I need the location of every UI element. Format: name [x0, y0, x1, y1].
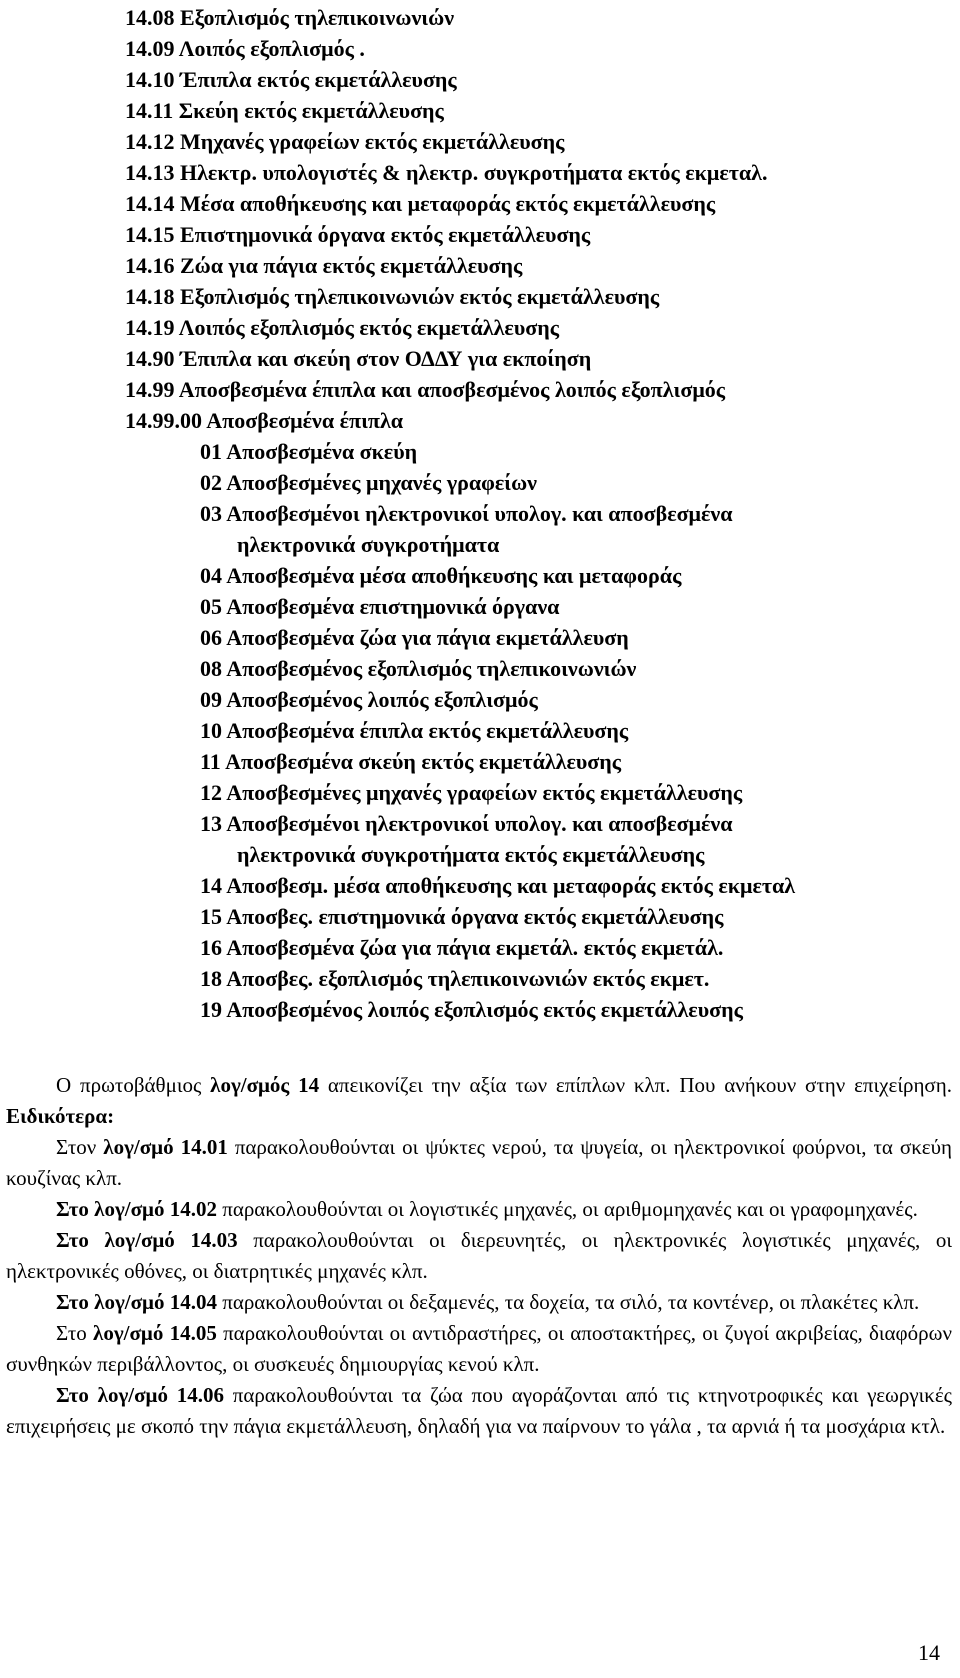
paragraph-14-01: Στον λογ/σμό 14.01 παρακολουθούνται οι ψύκτες νερού, τα ψυγεία, οι ηλεκτρονικοί φούρνοι, τα σκεύη κουζίνας κλπ. [6, 1135, 952, 1190]
sub-list-item: 12 Αποσβεσμένες μηχανές γραφείων εκτός εκμετάλλευσης [200, 780, 743, 805]
sub-list-item: 19 Αποσβεσμένος λοιπός εξοπλισμός εκτός εκμετάλλευσης [200, 997, 743, 1022]
paragraph-14-05: Στο λογ/σμό 14.05 παρακολουθούνται οι αντιδραστήρες, οι αποστακτήρες, οι ζυγοί ακριβείας, διαφόρων συνθηκών περιβάλλοντος, οι συσκευές δημιουργίας κενού κλπ. [6, 1321, 952, 1376]
list-item: 14.90 Έπιπλα και σκεύη στον ΟΔΔΥ για εκποίηση [125, 346, 592, 371]
sub-list-item: 15 Αποσβες. επιστημονικά όργανα εκτός εκμετάλλευσης [200, 904, 724, 929]
paragraph-intro: Ο πρωτοβάθμιος λογ/σμός 14 απεικονίζει την αξία των επίπλων κλπ. Που ανήκουν στην επιχείρηση. Ειδικότερα: [6, 1073, 952, 1128]
sub-list-item: 03 Αποσβεσμένοι ηλεκτρονικοί υπολογ. και αποσβεσμένα [200, 501, 733, 526]
list-item: 14.10 Έπιπλα εκτός εκμετάλλευσης [125, 67, 457, 92]
sub-list-item: 16 Αποσβεσμένα ζώα για πάγια εκμετάλ. εκτός εκμετάλ. [200, 935, 724, 960]
paragraph-14-03: Στο λογ/σμό 14.03 παρακολουθούνται οι διερευνητές, οι ηλεκτρονικές λογιστικές μηχανές, οι ηλεκτρονικές οθόνες, οι διατρητικές μηχανές κλπ. [6, 1228, 952, 1283]
sub-list-item: 14 Αποσβεσμ. μέσα αποθήκευσης και μεταφοράς εκτός εκμεταλ [200, 873, 796, 898]
list-item: 14.15 Επιστημονικά όργανα εκτός εκμετάλλευσης [125, 222, 591, 247]
list-item: 14.99 Αποσβεσμένα έπιπλα και αποσβεσμένος λοιπός εξοπλισμός [125, 377, 726, 402]
list-item: 14.16 Ζώα για πάγια εκτός εκμετάλλευσης [125, 253, 523, 278]
list-item: 14.18 Εξοπλισμός τηλεπικοινωνιών εκτός εκμετάλλευσης [125, 284, 660, 309]
list-item: 14.08 Εξοπλισμός τηλεπικοινωνιών [125, 5, 455, 30]
sub-list-item: 05 Αποσβεσμένα επιστημονικά όργανα [200, 594, 560, 619]
list-item: 14.12 Μηχανές γραφείων εκτός εκμετάλλευσης [125, 129, 565, 154]
sub-list-item-continuation: ηλεκτρονικά συγκροτήματα [237, 532, 500, 557]
sub-list-item: 18 Αποσβες. εξοπλισμός τηλεπικοινωνιών εκτός εκμετ. [200, 966, 710, 991]
paragraph-14-06: Στο λογ/σμό 14.06 παρακολουθούνται τα ζώα που αγοράζονται από τις κτηνοτροφικές και γεωργικές επιχειρήσεις με σκοπό την πάγια εκμετάλλευση, δηλαδή για να παίρνουν το γάλα , τα αρνιά ή τα μοσχάρια κτλ. [6, 1383, 952, 1438]
sub-list-item: 02 Αποσβεσμένες μηχανές γραφείων [200, 470, 538, 495]
page-number: 14 [918, 1640, 940, 1665]
sub-list-item: 04 Αποσβεσμένα μέσα αποθήκευσης και μεταφοράς [200, 563, 682, 588]
paragraph-14-02: Στο λογ/σμό 14.02 παρακολουθούνται οι λογιστικές μηχανές, οι αριθμομηχανές και οι γραφομηχανές. [56, 1197, 918, 1221]
sub-list-item: 01 Αποσβεσμένα σκεύη [200, 439, 418, 464]
sub-list-item: 13 Αποσβεσμένοι ηλεκτρονικοί υπολογ. και αποσβεσμένα [200, 811, 733, 836]
sub-list-item: 08 Αποσβεσμένος εξοπλισμός τηλεπικοινωνιών [200, 656, 637, 681]
sub-list-item: 10 Αποσβεσμένα έπιπλα εκτός εκμετάλλευσης [200, 718, 629, 743]
sub-list-item: 06 Αποσβεσμένα ζώα για πάγια εκμετάλλευση [200, 625, 629, 650]
list-item: 14.11 Σκεύη εκτός εκμετάλλευσης [125, 98, 444, 123]
body-text [6, 1070, 952, 1442]
list-item: 14.13 Ηλεκτρ. υπολογιστές & ηλεκτρ. συγκροτήματα εκτός εκμεταλ. [125, 160, 768, 185]
list-item: 14.99.00 Αποσβεσμένα έπιπλα [125, 408, 404, 433]
paragraph-14-04: Στο λογ/σμό 14.04 παρακολουθούνται οι δεξαμενές, τα δοχεία, τα σιλό, τα κοντένερ, οι πλακέτες κλπ. [56, 1290, 920, 1314]
sub-list-item: 11 Αποσβεσμένα σκεύη εκτός εκμετάλλευσης [200, 749, 622, 774]
sub-list-item-continuation: ηλεκτρονικά συγκροτήματα εκτός εκμετάλλευσης [237, 842, 705, 867]
sub-list-item: 09 Αποσβεσμένος λοιπός εξοπλισμός [200, 687, 538, 712]
list-item: 14.14 Μέσα αποθήκευσης και μεταφοράς εκτός εκμετάλλευσης [125, 191, 716, 216]
list-item: 14.09 Λοιπός εξοπλισμός . [125, 36, 365, 61]
list-item: 14.19 Λοιπός εξοπλισμός εκτός εκμετάλλευσης [125, 315, 559, 340]
